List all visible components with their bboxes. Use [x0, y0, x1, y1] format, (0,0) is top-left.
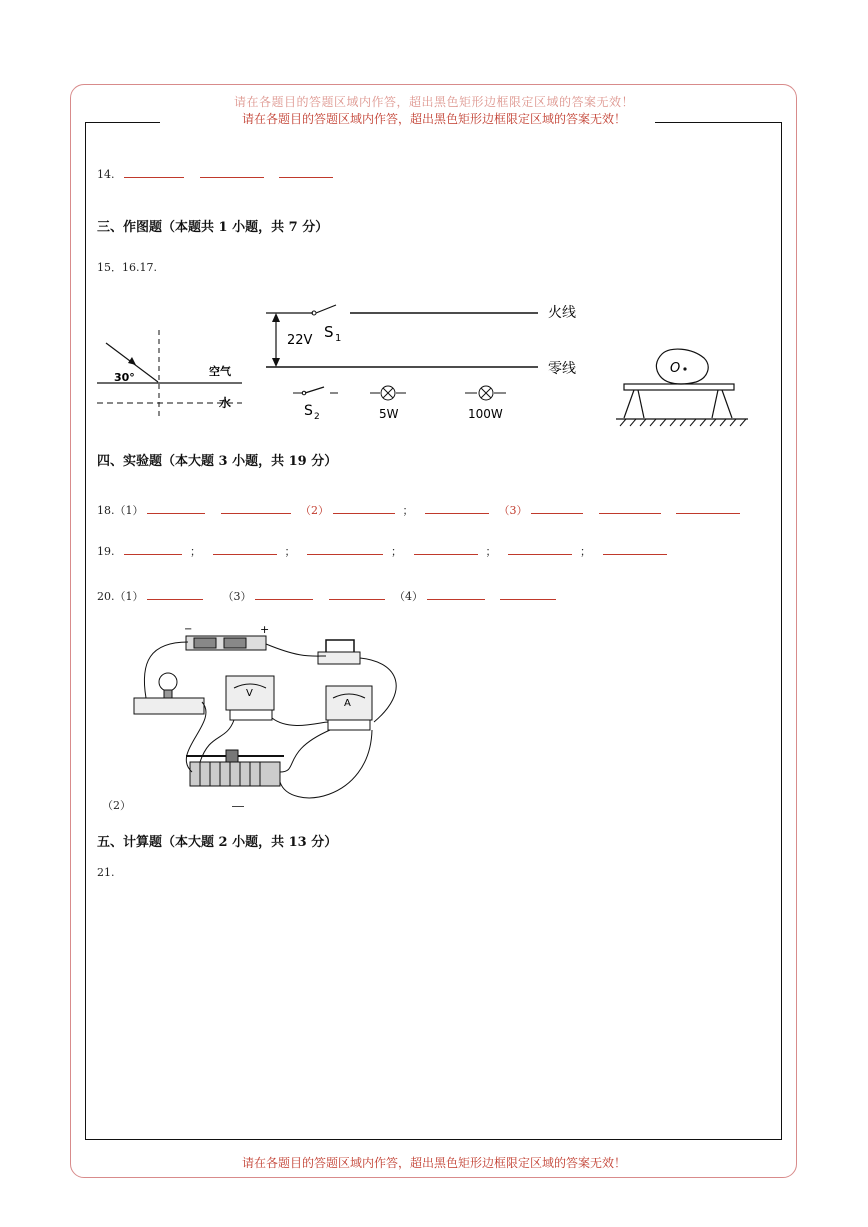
voltmeter-label: V — [246, 688, 253, 699]
q18-semicolon: ； — [402, 504, 414, 517]
q18-blank-1[interactable] — [147, 503, 205, 514]
s2-label: S — [304, 403, 313, 419]
q18-row — [97, 502, 746, 518]
q20-part2: （2） — [102, 799, 131, 812]
q20-blank-3[interactable] — [329, 589, 385, 600]
q18-blank-4[interactable] — [425, 503, 489, 514]
q18-blank-6[interactable] — [599, 503, 661, 514]
object-label: O — [670, 361, 681, 376]
q14-row — [97, 167, 339, 181]
lamp-100w-label: 100W — [468, 407, 503, 421]
rheostat-coil — [190, 762, 280, 786]
notice-top: 请在各题目的答题区域内作答，超出黑色矩形边框限定区域的答案无效！ — [0, 110, 868, 127]
q20-number: 20. — [97, 590, 115, 603]
neutral-wire-label: 零线 — [548, 361, 576, 377]
section5-title: 五、计算题（本大题 2 小题，共 13 分） — [97, 835, 338, 850]
q18-blank-7[interactable] — [676, 503, 740, 514]
q20-row — [97, 588, 562, 604]
notice-bottom: 请在各题目的答题区域内作答，超出黑色矩形边框限定区域的答案无效！ — [241, 1156, 626, 1170]
q18-part1: （1） — [114, 504, 144, 517]
table-top — [624, 384, 734, 390]
q20-part3: （3） — [222, 590, 252, 603]
q19-row — [97, 543, 673, 559]
s1-sub: 1 — [335, 333, 342, 344]
q19-blank-6[interactable] — [603, 544, 667, 555]
circuit-figure — [258, 297, 588, 427]
rheostat-slider — [226, 750, 238, 762]
q21-number: 21. — [97, 866, 115, 879]
q19-blank-2[interactable] — [213, 544, 277, 555]
lamp-5w-label: 5W — [379, 407, 399, 421]
notice-ghost: 请在各题目的答题区域内作答，超出黑色矩形边框限定区域的答案无效！ — [233, 95, 634, 109]
battery-minus: − — [184, 624, 193, 635]
q18-blank-2[interactable] — [221, 503, 291, 514]
q20-blank-1[interactable] — [147, 589, 203, 600]
q20-blank-4[interactable] — [427, 589, 485, 600]
q18-blank-5[interactable] — [531, 503, 583, 514]
table-object-figure — [614, 342, 754, 428]
ammeter-label: A — [344, 698, 351, 709]
lab-circuit-figure — [130, 622, 420, 807]
section3-title: 三、作图题（本题共 1 小题，共 7 分） — [97, 220, 329, 235]
water-label: 水 — [219, 396, 232, 410]
q14-number: 14. — [97, 168, 115, 181]
q19-blank-4[interactable] — [414, 544, 478, 555]
q14-blank-2[interactable] — [200, 167, 264, 178]
voltage-label: 22V — [287, 333, 313, 348]
q20-blank-6[interactable] — [232, 806, 244, 807]
switch-s1 — [316, 305, 336, 313]
q20-part4: （4） — [394, 590, 423, 603]
q19-semicolon-5: ； — [580, 545, 591, 558]
section4-title: 四、实验题（本大题 3 小题，共 19 分） — [97, 454, 338, 469]
q19-semicolon-2: ； — [284, 545, 296, 558]
q19-semicolon-3: ； — [391, 545, 402, 558]
battery-plus: + — [260, 623, 270, 636]
s2-sub: 2 — [314, 412, 320, 422]
switch-s2 — [305, 387, 324, 393]
q20-blank-2[interactable] — [255, 589, 313, 600]
q18-number: 18. — [97, 504, 115, 517]
q19-blank-5[interactable] — [508, 544, 572, 555]
object-shape — [656, 349, 708, 384]
q14-blank-1[interactable] — [124, 167, 184, 178]
bulb-icon — [159, 673, 177, 691]
q19-blank-1[interactable] — [124, 544, 182, 555]
q20-part1: （1） — [114, 590, 144, 603]
q19-semicolon-1: ； — [190, 545, 201, 558]
q15-17-label: 15．16.17. — [97, 261, 157, 274]
switch-base — [318, 652, 360, 664]
air-label: 空气 — [209, 365, 231, 378]
q18-blank-3[interactable] — [333, 503, 395, 514]
q18-part3: （3） — [498, 504, 528, 517]
q19-number: 19. — [97, 545, 115, 558]
q19-blank-3[interactable] — [307, 544, 383, 555]
q19-semicolon-4: ； — [485, 545, 497, 558]
q18-part2: （2） — [300, 504, 329, 517]
bulb-base — [134, 698, 204, 714]
q14-blank-3[interactable] — [279, 167, 333, 178]
q20-blank-5[interactable] — [500, 589, 556, 600]
refraction-figure — [92, 325, 247, 425]
s1-label: S — [324, 323, 334, 341]
angle-label: 30° — [114, 371, 135, 384]
live-wire-label: 火线 — [548, 305, 576, 321]
